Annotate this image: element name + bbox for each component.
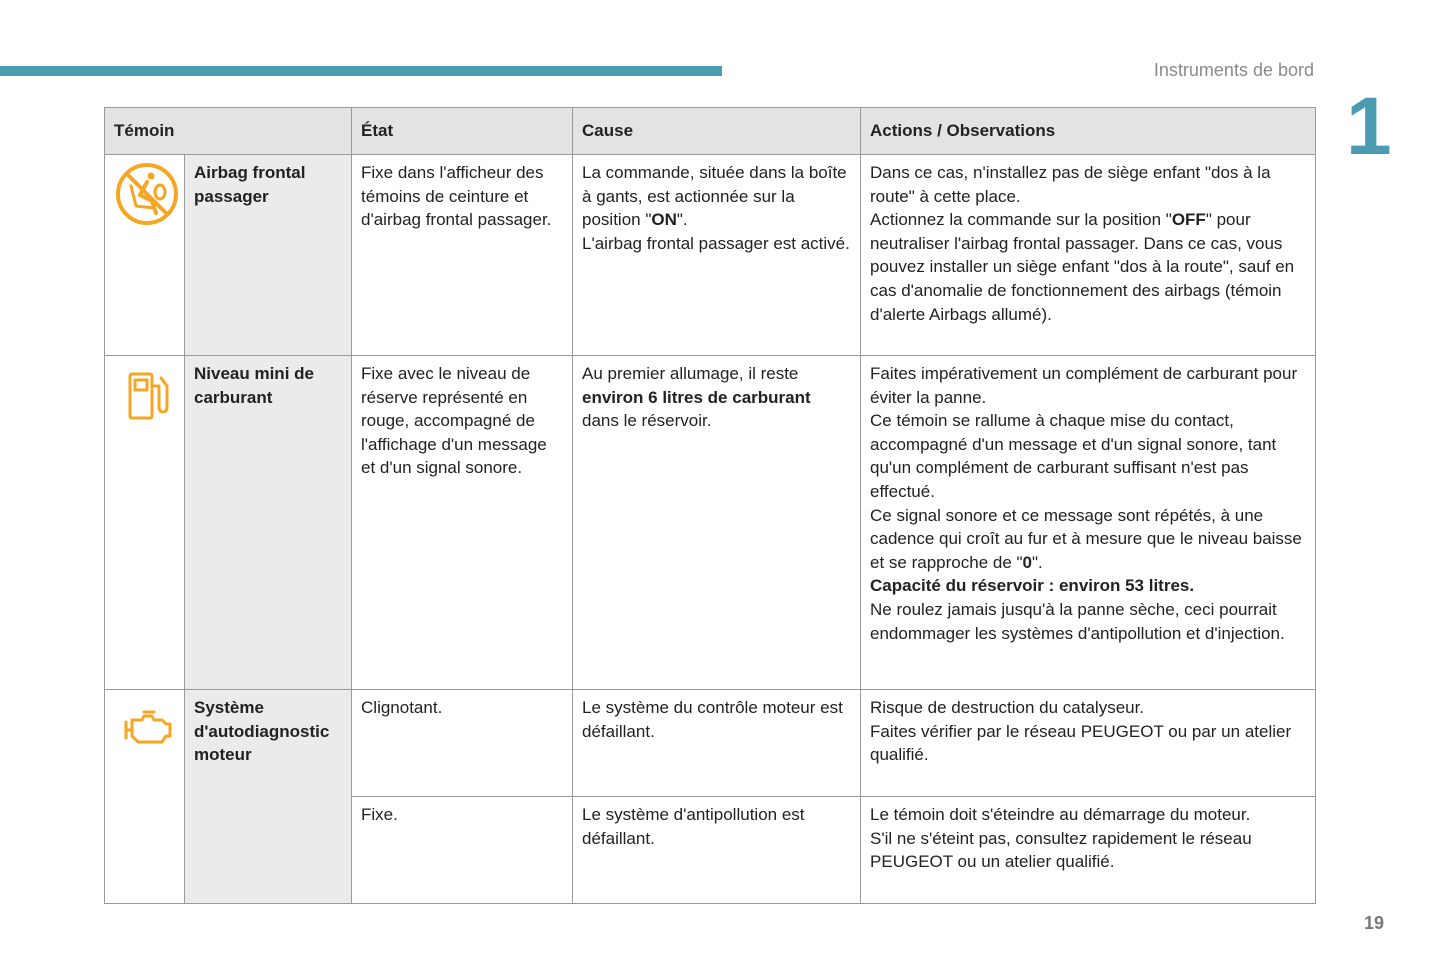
light-name: Airbag frontal passager [185, 155, 352, 356]
action-cell: Faites impérativement un complément de carburant pour éviter la panne. Ce témoin se rallume à chaque mise du contact, accompagné d'un message et d'un signal sonore, tant qu'un complément de carburant suffisant n'est pas effectué. Ce signal sonore et ce message sont répétés, à une cadence qui croît au fur et à mesure que le niveau baisse et se rapproche de "0". Capacité du réservoir : environ 53 litres. Ne roulez jamais jusqu'à la panne sèche, ceci pourrait endommager les systèmes d'antipollution et d'injection. [861, 356, 1316, 690]
state-cell: Fixe. [352, 797, 573, 904]
table-row [105, 356, 1316, 690]
action-cell: Risque de destruction du catalyseur. Faites vérifier par le réseau PEUGEOT ou par un atelier qualifié. [861, 690, 1316, 797]
cause-cell: La commande, située dans la boîte à gants, est actionnée sur la position "ON". L'airbag frontal passager est activé. [573, 155, 861, 356]
light-name: Système d'autodiagnostic moteur [185, 690, 352, 904]
table-header-row [105, 108, 1316, 155]
section-title: Instruments de bord [1153, 60, 1314, 80]
state-cell: Clignotant. [352, 690, 573, 797]
passenger-airbag-off-icon [114, 161, 180, 227]
header-accent-bar [0, 66, 722, 76]
fuel-pump-icon [114, 362, 180, 428]
icon-cell [105, 690, 185, 904]
chapter-number: 1 [1346, 81, 1392, 172]
action-cell: Le témoin doit s'éteindre au démarrage du moteur. S'il ne s'éteint pas, consultez rapidement le réseau PEUGEOT ou un atelier qualifié. [861, 797, 1316, 904]
table-row [105, 155, 1316, 356]
table-row [105, 690, 1316, 797]
icon-cell [105, 155, 185, 356]
icon-cell [105, 356, 185, 690]
state-cell: Fixe dans l'afficheur des témoins de ceinture et d'airbag frontal passager. [352, 155, 573, 356]
cause-cell: Le système d'antipollution est défaillant. [573, 797, 861, 904]
engine-check-icon [114, 696, 180, 762]
column-header-temoin: Témoin [105, 108, 352, 155]
column-header-actions: Actions / Observations [861, 108, 1316, 155]
light-name: Niveau mini de carburant [185, 356, 352, 690]
state-cell: Fixe avec le niveau de réserve représenté en rouge, accompagné de l'affichage d'un message et d'un signal sonore. [352, 356, 573, 690]
warning-lights-table [104, 107, 1316, 904]
column-header-etat: État [352, 108, 573, 155]
cause-cell: Le système du contrôle moteur est défaillant. [573, 690, 861, 797]
page-number: 19 [1364, 913, 1385, 933]
cause-cell: Au premier allumage, il reste environ 6 litres de carburant dans le réservoir. [573, 356, 861, 690]
action-cell: Dans ce cas, n'installez pas de siège enfant "dos à la route" à cette place. Actionnez la commande sur la position "OFF" pour neutraliser l'airbag frontal passager. Dans ce cas, vous pouvez installer un siège enfant "dos à la route", sauf en cas d'anomalie de fonctionnement des airbags (témoin d'alerte Airbags allumé). [861, 155, 1316, 356]
column-header-cause: Cause [573, 108, 861, 155]
